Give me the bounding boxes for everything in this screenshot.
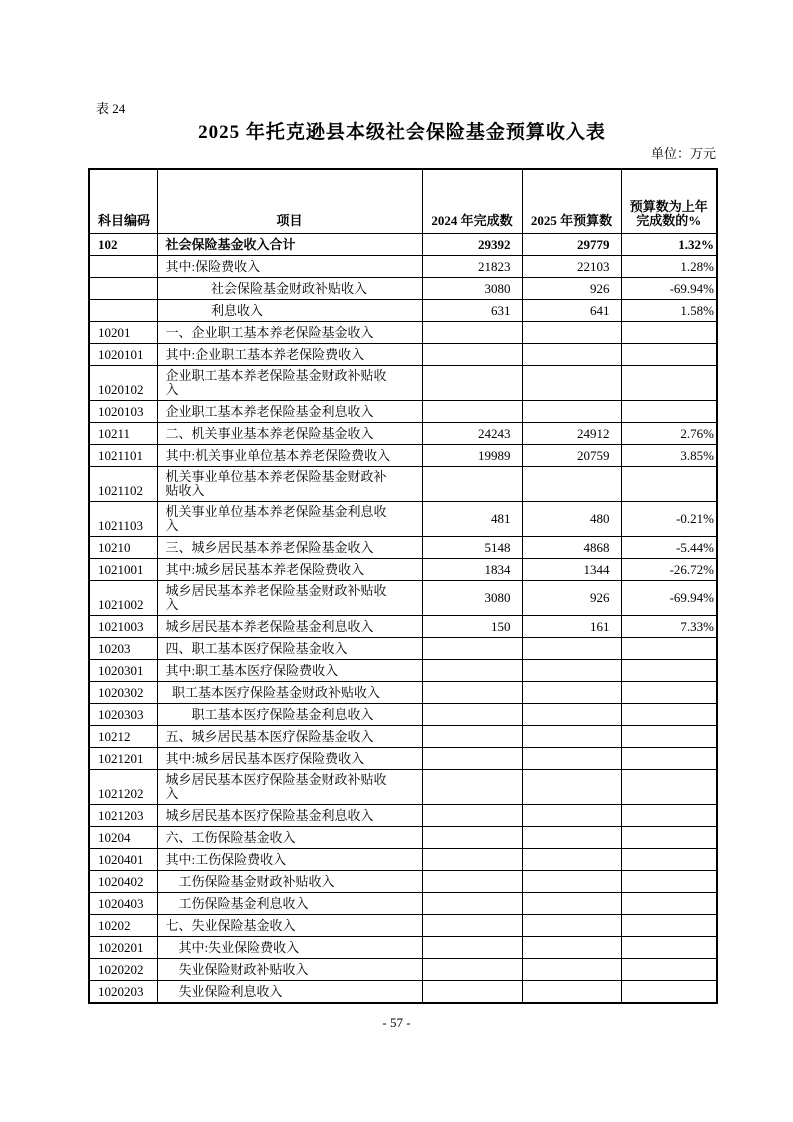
subject-code-cell: 1020302 <box>89 682 157 704</box>
value-2024-cell <box>422 366 522 401</box>
percent-cell <box>621 849 717 871</box>
table-row <box>89 616 717 638</box>
percent-cell: 1.28% <box>621 256 717 278</box>
value-2025-cell <box>522 805 621 827</box>
percent-cell <box>621 748 717 770</box>
value-2025-cell <box>522 981 621 1004</box>
item-text: 工伤保险基金利息收入 <box>178 896 309 912</box>
percent-cell <box>621 660 717 682</box>
subject-code-cell: 10211 <box>89 423 157 445</box>
value-2025-cell <box>522 748 621 770</box>
value-2025-cell <box>522 344 621 366</box>
item-cell <box>157 959 422 981</box>
table-row <box>89 770 717 805</box>
table-row <box>89 256 717 278</box>
value-2024-cell <box>422 871 522 893</box>
value-2025-cell <box>522 893 621 915</box>
table-row <box>89 959 717 981</box>
value-2025-cell: 4868 <box>522 537 621 559</box>
item-text: 城乡居民基本养老保险基金利息收入 <box>165 619 374 635</box>
subject-code-cell: 1020101 <box>89 344 157 366</box>
item-cell <box>157 937 422 959</box>
item-cell <box>157 559 422 581</box>
percent-cell: 3.85% <box>621 445 717 467</box>
percent-cell <box>621 322 717 344</box>
item-text: 利息收入 <box>211 303 264 319</box>
table-row <box>89 423 717 445</box>
budget-income-table <box>88 168 718 1004</box>
value-2025-cell <box>522 915 621 937</box>
item-text: 二、机关事业基本养老保险基金收入 <box>165 426 374 442</box>
value-2024-cell: 631 <box>422 300 522 322</box>
item-text: 城乡居民基本养老保险基金财政补贴收入 <box>165 583 387 613</box>
value-2025-cell <box>522 959 621 981</box>
percent-cell <box>621 467 717 502</box>
table-row <box>89 915 717 937</box>
page-number: - 57 - <box>382 1015 411 1030</box>
subject-code-cell: 1021201 <box>89 748 157 770</box>
item-text: 失业保险财政补贴收入 <box>178 962 309 978</box>
column-header-percent: 预算数为上年完成数的% <box>621 169 717 234</box>
value-2025-cell: 20759 <box>522 445 621 467</box>
subject-code-cell: 10204 <box>89 827 157 849</box>
percent-cell <box>621 827 717 849</box>
percent-cell <box>621 344 717 366</box>
table-row <box>89 502 717 537</box>
table-row <box>89 234 717 256</box>
subject-code-cell <box>89 278 157 300</box>
value-2025-cell <box>522 827 621 849</box>
subject-code-cell: 1020203 <box>89 981 157 1004</box>
item-text: 社会保险基金财政补贴收入 <box>211 281 368 297</box>
page-title: 2025 年托克逊县本级社会保险基金预算收入表 <box>198 122 606 143</box>
value-2024-cell <box>422 915 522 937</box>
subject-code-cell: 1021001 <box>89 559 157 581</box>
item-text: 六、工伤保险基金收入 <box>165 830 296 846</box>
subject-code-cell: 10210 <box>89 537 157 559</box>
table-row <box>89 981 717 1004</box>
value-2025-cell: 24912 <box>522 423 621 445</box>
value-2024-cell: 24243 <box>422 423 522 445</box>
item-text: 职工基本医疗保险基金财政补贴收入 <box>172 685 381 701</box>
subject-code-cell: 10203 <box>89 638 157 660</box>
subject-code-cell: 1020402 <box>89 871 157 893</box>
table-row <box>89 805 717 827</box>
percent-cell: -26.72% <box>621 559 717 581</box>
item-cell <box>157 638 422 660</box>
item-cell <box>157 401 422 423</box>
value-2024-cell <box>422 770 522 805</box>
column-header-item: 项目 <box>157 169 422 234</box>
item-cell <box>157 234 422 256</box>
subject-code-cell: 1020301 <box>89 660 157 682</box>
value-2025-cell <box>522 726 621 748</box>
percent-cell <box>621 871 717 893</box>
table-row <box>89 849 717 871</box>
subject-code-cell: 10201 <box>89 322 157 344</box>
table-header <box>89 169 717 234</box>
value-2025-cell <box>522 366 621 401</box>
table-row <box>89 748 717 770</box>
value-2024-cell <box>422 893 522 915</box>
subject-code-cell: 1020103 <box>89 401 157 423</box>
value-2024-cell: 29392 <box>422 234 522 256</box>
percent-cell <box>621 805 717 827</box>
item-cell <box>157 616 422 638</box>
subject-code-cell <box>89 256 157 278</box>
item-text: 其中:企业职工基本养老保险费收入 <box>165 347 365 363</box>
item-cell <box>157 300 422 322</box>
subject-code-cell: 1021103 <box>89 502 157 537</box>
subject-code-cell: 1021203 <box>89 805 157 827</box>
item-text: 社会保险基金收入合计 <box>165 237 296 253</box>
percent-cell <box>621 959 717 981</box>
table-label: 表 24 <box>96 101 126 116</box>
item-cell <box>157 344 422 366</box>
item-cell <box>157 660 422 682</box>
percent-cell: -69.94% <box>621 278 717 300</box>
table-row <box>89 581 717 616</box>
value-2024-cell <box>422 682 522 704</box>
column-header-2025-budget: 2025 年预算数 <box>522 169 621 234</box>
table-row <box>89 344 717 366</box>
item-cell <box>157 467 422 502</box>
item-cell <box>157 871 422 893</box>
item-cell <box>157 805 422 827</box>
value-2025-cell <box>522 660 621 682</box>
value-2024-cell <box>422 401 522 423</box>
column-header-2024-actual: 2024 年完成数 <box>422 169 522 234</box>
table-row <box>89 937 717 959</box>
table-row <box>89 726 717 748</box>
subject-code-cell: 1021003 <box>89 616 157 638</box>
item-text: 其中:职工基本医疗保险费收入 <box>165 663 339 679</box>
item-cell <box>157 704 422 726</box>
item-cell <box>157 256 422 278</box>
percent-cell <box>621 770 717 805</box>
percent-cell: -5.44% <box>621 537 717 559</box>
item-cell <box>157 726 422 748</box>
item-text: 其中:城乡居民基本医疗保险费收入 <box>165 751 365 767</box>
value-2024-cell <box>422 660 522 682</box>
value-2024-cell: 3080 <box>422 581 522 616</box>
item-text: 工伤保险基金财政补贴收入 <box>178 874 335 890</box>
percent-cell <box>621 915 717 937</box>
item-cell <box>157 423 422 445</box>
value-2024-cell <box>422 322 522 344</box>
item-cell <box>157 322 422 344</box>
unit-note: 单位：万元 <box>650 146 716 161</box>
table-body <box>89 234 717 1004</box>
value-2025-cell <box>522 401 621 423</box>
item-cell <box>157 893 422 915</box>
value-2024-cell <box>422 805 522 827</box>
percent-cell <box>621 937 717 959</box>
value-2024-cell <box>422 827 522 849</box>
subject-code-cell: 10202 <box>89 915 157 937</box>
item-text: 一、企业职工基本养老保险基金收入 <box>165 325 374 341</box>
item-text: 失业保险利息收入 <box>178 984 283 1000</box>
item-cell <box>157 981 422 1004</box>
item-text: 其中:失业保险费收入 <box>178 940 300 956</box>
value-2025-cell <box>522 849 621 871</box>
subject-code-cell: 1020201 <box>89 937 157 959</box>
value-2024-cell <box>422 849 522 871</box>
percent-cell: -0.21% <box>621 502 717 537</box>
table-row <box>89 322 717 344</box>
item-cell <box>157 537 422 559</box>
subject-code-cell: 1021202 <box>89 770 157 805</box>
percent-cell: 1.32% <box>621 234 717 256</box>
item-cell <box>157 827 422 849</box>
subject-code-cell: 1021102 <box>89 467 157 502</box>
value-2024-cell <box>422 344 522 366</box>
percent-cell <box>621 981 717 1004</box>
item-text: 其中:机关事业单位基本养老保险费收入 <box>165 448 391 464</box>
value-2024-cell <box>422 467 522 502</box>
value-2025-cell: 926 <box>522 278 621 300</box>
value-2025-cell: 161 <box>522 616 621 638</box>
value-2024-cell <box>422 937 522 959</box>
item-cell <box>157 581 422 616</box>
value-2025-cell: 29779 <box>522 234 621 256</box>
table-row <box>89 682 717 704</box>
item-text: 七、失业保险基金收入 <box>165 918 296 934</box>
item-text: 职工基本医疗保险基金利息收入 <box>191 707 374 723</box>
percent-cell <box>621 682 717 704</box>
percent-cell <box>621 401 717 423</box>
table-row <box>89 300 717 322</box>
table-row <box>89 827 717 849</box>
value-2024-cell <box>422 638 522 660</box>
item-text: 机关事业单位基本养老保险基金财政补贴收入 <box>165 469 387 499</box>
value-2025-cell <box>522 467 621 502</box>
item-text: 五、城乡居民基本医疗保险基金收入 <box>165 729 374 745</box>
percent-cell <box>621 366 717 401</box>
item-cell <box>157 849 422 871</box>
value-2024-cell: 481 <box>422 502 522 537</box>
subject-code-cell <box>89 300 157 322</box>
value-2024-cell <box>422 748 522 770</box>
header-row <box>89 169 717 234</box>
value-2025-cell: 480 <box>522 502 621 537</box>
table-row <box>89 638 717 660</box>
table-row <box>89 278 717 300</box>
percent-cell <box>621 726 717 748</box>
item-text: 四、职工基本医疗保险基金收入 <box>165 641 348 657</box>
table-row <box>89 537 717 559</box>
item-text: 企业职工基本养老保险基金利息收入 <box>165 404 374 420</box>
value-2024-cell <box>422 704 522 726</box>
table-row <box>89 704 717 726</box>
subject-code-cell: 102 <box>89 234 157 256</box>
value-2024-cell <box>422 726 522 748</box>
value-2024-cell: 5148 <box>422 537 522 559</box>
column-header-subject-code: 科目编码 <box>89 169 157 234</box>
item-cell <box>157 502 422 537</box>
item-text: 企业职工基本养老保险基金财政补贴收入 <box>165 368 387 398</box>
subject-code-cell: 1020102 <box>89 366 157 401</box>
value-2024-cell: 1834 <box>422 559 522 581</box>
percent-cell: 1.58% <box>621 300 717 322</box>
item-text: 城乡居民基本医疗保险基金利息收入 <box>165 808 374 824</box>
item-text: 机关事业单位基本养老保险基金利息收入 <box>165 504 387 534</box>
subject-code-cell: 1021101 <box>89 445 157 467</box>
table-row <box>89 401 717 423</box>
value-2025-cell <box>522 638 621 660</box>
subject-code-cell: 10212 <box>89 726 157 748</box>
table-row <box>89 893 717 915</box>
value-2025-cell <box>522 322 621 344</box>
subject-code-cell: 1020303 <box>89 704 157 726</box>
table-row <box>89 660 717 682</box>
item-text: 三、城乡居民基本养老保险基金收入 <box>165 540 374 556</box>
value-2025-cell <box>522 871 621 893</box>
table-row <box>89 559 717 581</box>
value-2025-cell <box>522 682 621 704</box>
value-2025-cell: 22103 <box>522 256 621 278</box>
value-2025-cell <box>522 770 621 805</box>
table-row <box>89 467 717 502</box>
table-row <box>89 366 717 401</box>
item-cell <box>157 366 422 401</box>
subject-code-cell: 1020401 <box>89 849 157 871</box>
item-cell <box>157 915 422 937</box>
subject-code-cell: 1021002 <box>89 581 157 616</box>
value-2025-cell: 641 <box>522 300 621 322</box>
value-2024-cell <box>422 959 522 981</box>
percent-cell: -69.94% <box>621 581 717 616</box>
subject-code-cell: 1020202 <box>89 959 157 981</box>
item-cell <box>157 682 422 704</box>
value-2025-cell <box>522 704 621 726</box>
percent-cell <box>621 638 717 660</box>
percent-cell <box>621 704 717 726</box>
value-2024-cell <box>422 981 522 1004</box>
item-text: 其中:保险费收入 <box>165 259 261 275</box>
value-2025-cell: 1344 <box>522 559 621 581</box>
value-2024-cell: 21823 <box>422 256 522 278</box>
item-cell <box>157 445 422 467</box>
item-text: 城乡居民基本医疗保险基金财政补贴收入 <box>165 772 387 802</box>
subject-code-cell: 1020403 <box>89 893 157 915</box>
value-2024-cell: 3080 <box>422 278 522 300</box>
percent-cell: 2.76% <box>621 423 717 445</box>
value-2025-cell: 926 <box>522 581 621 616</box>
item-cell <box>157 770 422 805</box>
table-row <box>89 445 717 467</box>
item-text: 其中:工伤保险费收入 <box>165 852 287 868</box>
value-2024-cell: 150 <box>422 616 522 638</box>
percent-cell: 7.33% <box>621 616 717 638</box>
table-row <box>89 871 717 893</box>
item-cell <box>157 748 422 770</box>
item-text: 其中:城乡居民基本养老保险费收入 <box>165 562 365 578</box>
value-2024-cell: 19989 <box>422 445 522 467</box>
value-2025-cell <box>522 937 621 959</box>
item-cell <box>157 278 422 300</box>
percent-cell <box>621 893 717 915</box>
